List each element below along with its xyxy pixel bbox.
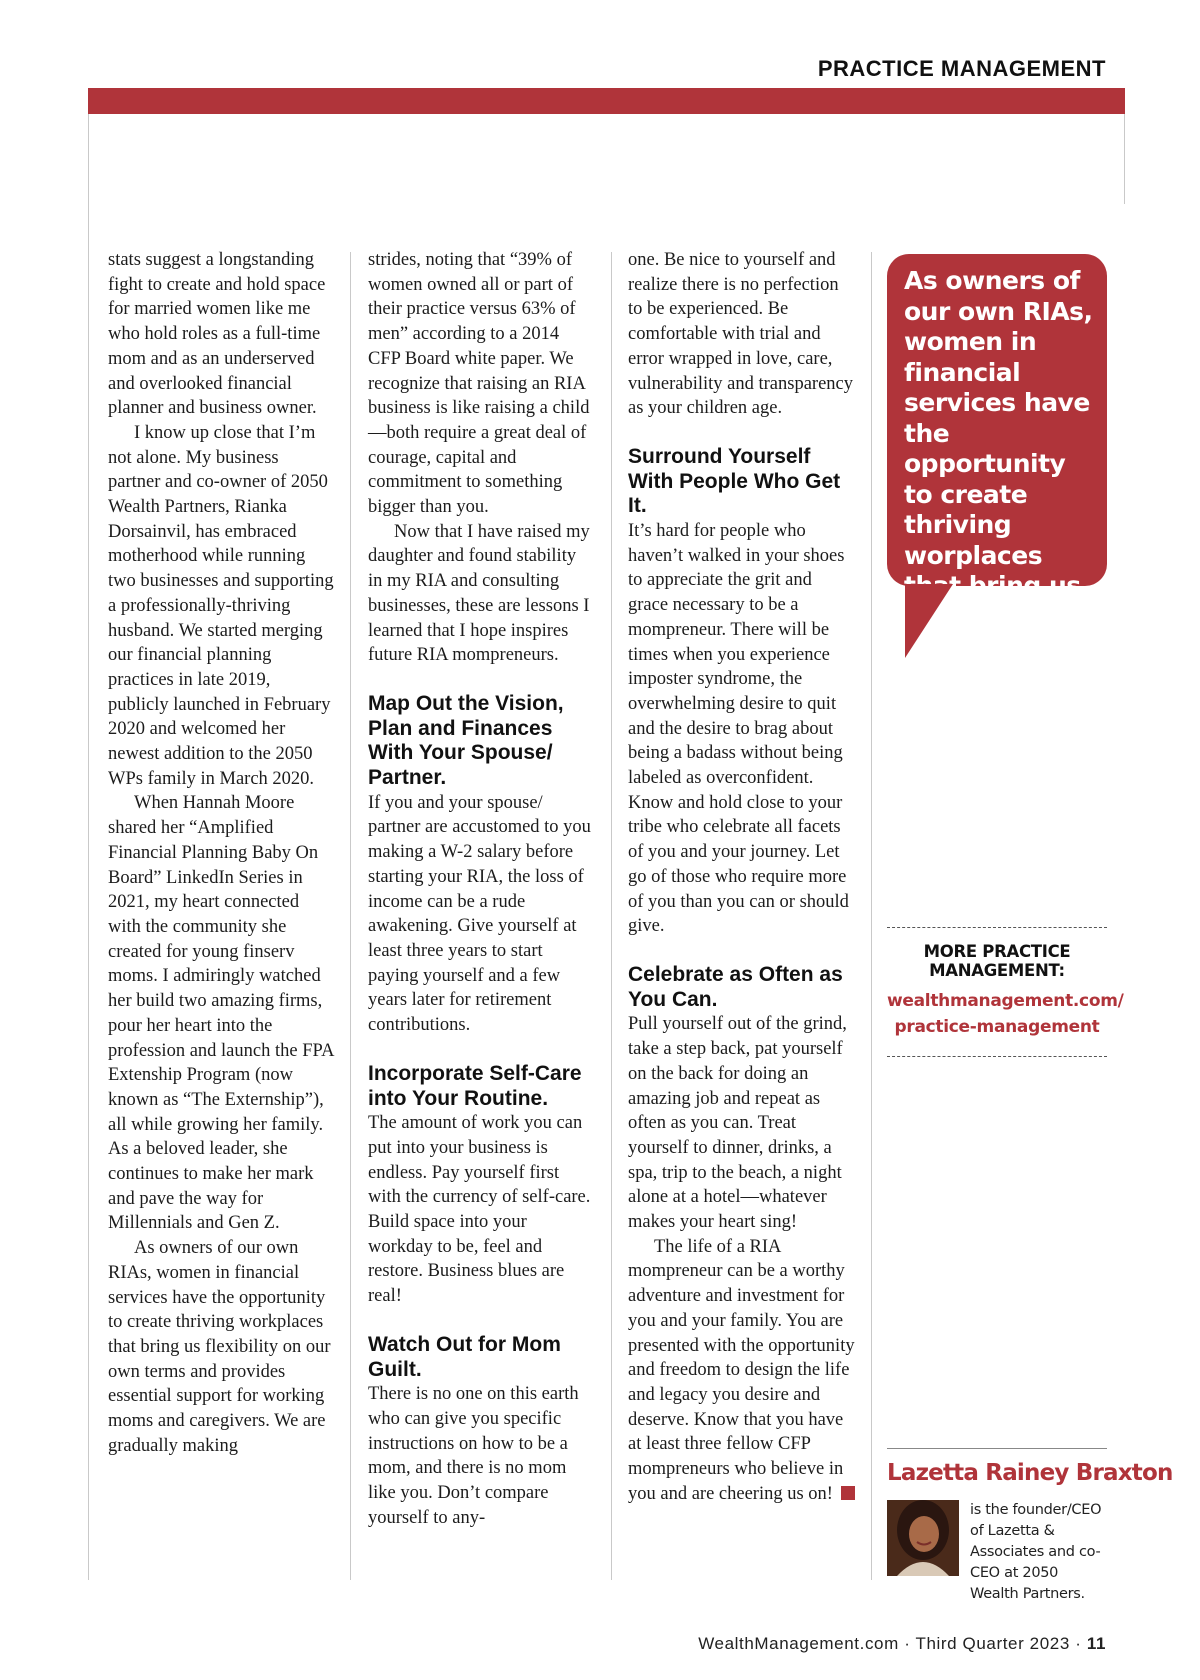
section-heading: Map Out the Vision, Plan and Finances With Your Spouse/ Partner.: [368, 691, 564, 790]
paragraph: It’s hard for people who haven’t walked in your shoes to appreciate the grit and grace necessary to be a mompreneur. There will be times when you experience imposter syndrome, the overwhelming desire to quit and the desire to brag about being a badass without being labeled as overconfident. Know and hold close to your tribe who celebrate all facets of you and your journey. Let go of those who require more of you than you can or should give.: [628, 521, 849, 937]
footer-separator: ·: [904, 1634, 916, 1653]
related-link-line: practice-management: [894, 1017, 1100, 1037]
column-divider: [350, 252, 351, 1580]
paragraph: There is no one on this earth who can give you specific instructions on how to be a mom, and there is no mom like you. Don’t compare yourself to any-: [368, 1384, 579, 1528]
section-heading: Celebrate as Often as You Can.: [628, 962, 843, 1011]
related-link[interactable]: [887, 988, 1124, 1040]
author-portrait-icon: [887, 1500, 959, 1576]
paragraph: As owners of our own RIAs, women in financial services have the opportunity to create thriving workplaces that bring us flexibility on our own terms and provides essential support for working moms and caregivers. We are gradually making: [108, 1238, 331, 1456]
frame-rule-left: [88, 114, 89, 1580]
pull-quote-text: As owners of our own RIAs, women in financial services have the opportunity to create thriving worplaces that bring us flexibility on our own terms.: [904, 266, 1093, 692]
paragraph: strides, noting that “39% of women owned all or part of their practice versus 63% of men” according to a 2014 CFP Board white paper. We recognize that raising an RIA business is like raising a child—both require a great deal of courage, capital and commitment to something bigger than you.: [368, 250, 590, 518]
section-heading: Watch Out for Mom Guilt.: [368, 1332, 561, 1381]
author-photo: [887, 1500, 959, 1576]
paragraph: I know up close that I’m not alone. My business partner and co-owner of 2050 Wealth Partners, Rianka Dorsainvil, has embraced motherhood while running two businesses and supporting a professionally-thriving husband. We started merging our financial planning practices in late 2019, publicly launched in February 2020 and welcomed her newest addition to the 2050 WPs family in March 2020.: [108, 422, 334, 789]
article-column-3: [628, 248, 856, 1506]
paragraph: Pull yourself out of the grind, take a step back, pat yourself on the back for doing an amazing job and repeat as often as you can. Treat yourself to dinner, drinks, a spa, trip to the beach, a night alone at a hotel—whatever makes your heart sing!: [628, 1014, 847, 1233]
footer-separator: ·: [1075, 1634, 1087, 1653]
author-name: Lazetta Rainey Braxton: [887, 1460, 1173, 1486]
paragraph: When Hannah Moore shared her “Amplified Financial Planning Baby On Board” LinkedIn Series in 2021, my heart connected with the community she created for young finserv moms. I admiringly watched her build two amazing firms, pour her heart into the profession and launch the FPA Extenship Program (now known as “The Externship”), all while growing her family. As a beloved leader, she continues to make her mark and pave the way for Millennials and Gen Z.: [108, 793, 334, 1234]
paragraph: Now that I have raised my daughter and found stability in my RIA and consulting businesses, these are lessons I learned that I hope inspires future RIA mompreneurs.: [368, 521, 590, 666]
section-label: PRACTICE MANAGEMENT: [817, 56, 1106, 81]
header-accent-bar: [88, 88, 1125, 114]
section-heading: Incorporate Self-Care into Your Routine.: [368, 1061, 582, 1110]
related-link-line: wealthmanagement.com/: [887, 991, 1124, 1011]
author-divider: [887, 1448, 1107, 1449]
footer-issue: Third Quarter 2023: [915, 1634, 1070, 1653]
page-footer: [698, 1634, 1106, 1654]
paragraph-text: The life of a RIA mompreneur can be a worthy adventure and investment for you and your family. You are presented with the opportunity and freedom to design the life and legacy you desire and deserve. Know that you have at least three fellow CFP mompreneurs who believe in you and are cheering us on!: [628, 1236, 855, 1504]
column-divider: [611, 252, 612, 1580]
section-heading: Surround Yourself With People Who Get It.: [628, 444, 841, 518]
paragraph: If you and your spouse/ partner are accustomed to you making a W-2 salary before starting your RIA, the loss of income can be a rude awakening. Give yourself at least three years to start paying yourself and a few years later for retirement contributions.: [368, 792, 591, 1036]
author-bio: is the founder/CEO of Lazetta & Associates and co-CEO at 2050 Wealth Partners.: [970, 1502, 1102, 1602]
pull-quote: [887, 254, 1107, 692]
end-mark-icon: [841, 1486, 855, 1500]
paragraph: one. Be nice to yourself and realize there is no perfection to be experienced. Be comfortable with trial and error wrapped in love, care, vulnerability and transparency as your children age.: [628, 250, 853, 419]
article-column-1: [108, 248, 334, 1458]
paragraph: stats suggest a longstanding fight to create and hold space for married women like me who hold roles as a full-time mom and as an underserved and overlooked financial planner and business owner.: [108, 250, 326, 419]
frame-rule-right: [1124, 114, 1125, 204]
related-links-title: MORE PRACTICE MANAGEMENT:: [923, 942, 1071, 980]
footer-site: WealthManagement.com: [698, 1634, 899, 1653]
speech-bubble-tail-icon: [905, 584, 953, 658]
article-column-2: [368, 248, 594, 1530]
paragraph: The amount of work you can put into your business is endless. Pay yourself first with the currency of self-care. Build space into your workday to be, feel and restore. Business blues are real!: [368, 1113, 591, 1307]
paragraph: [628, 1235, 856, 1507]
related-links-box: [887, 927, 1124, 1057]
column-divider: [871, 252, 872, 1580]
page-number: 11: [1086, 1634, 1106, 1653]
